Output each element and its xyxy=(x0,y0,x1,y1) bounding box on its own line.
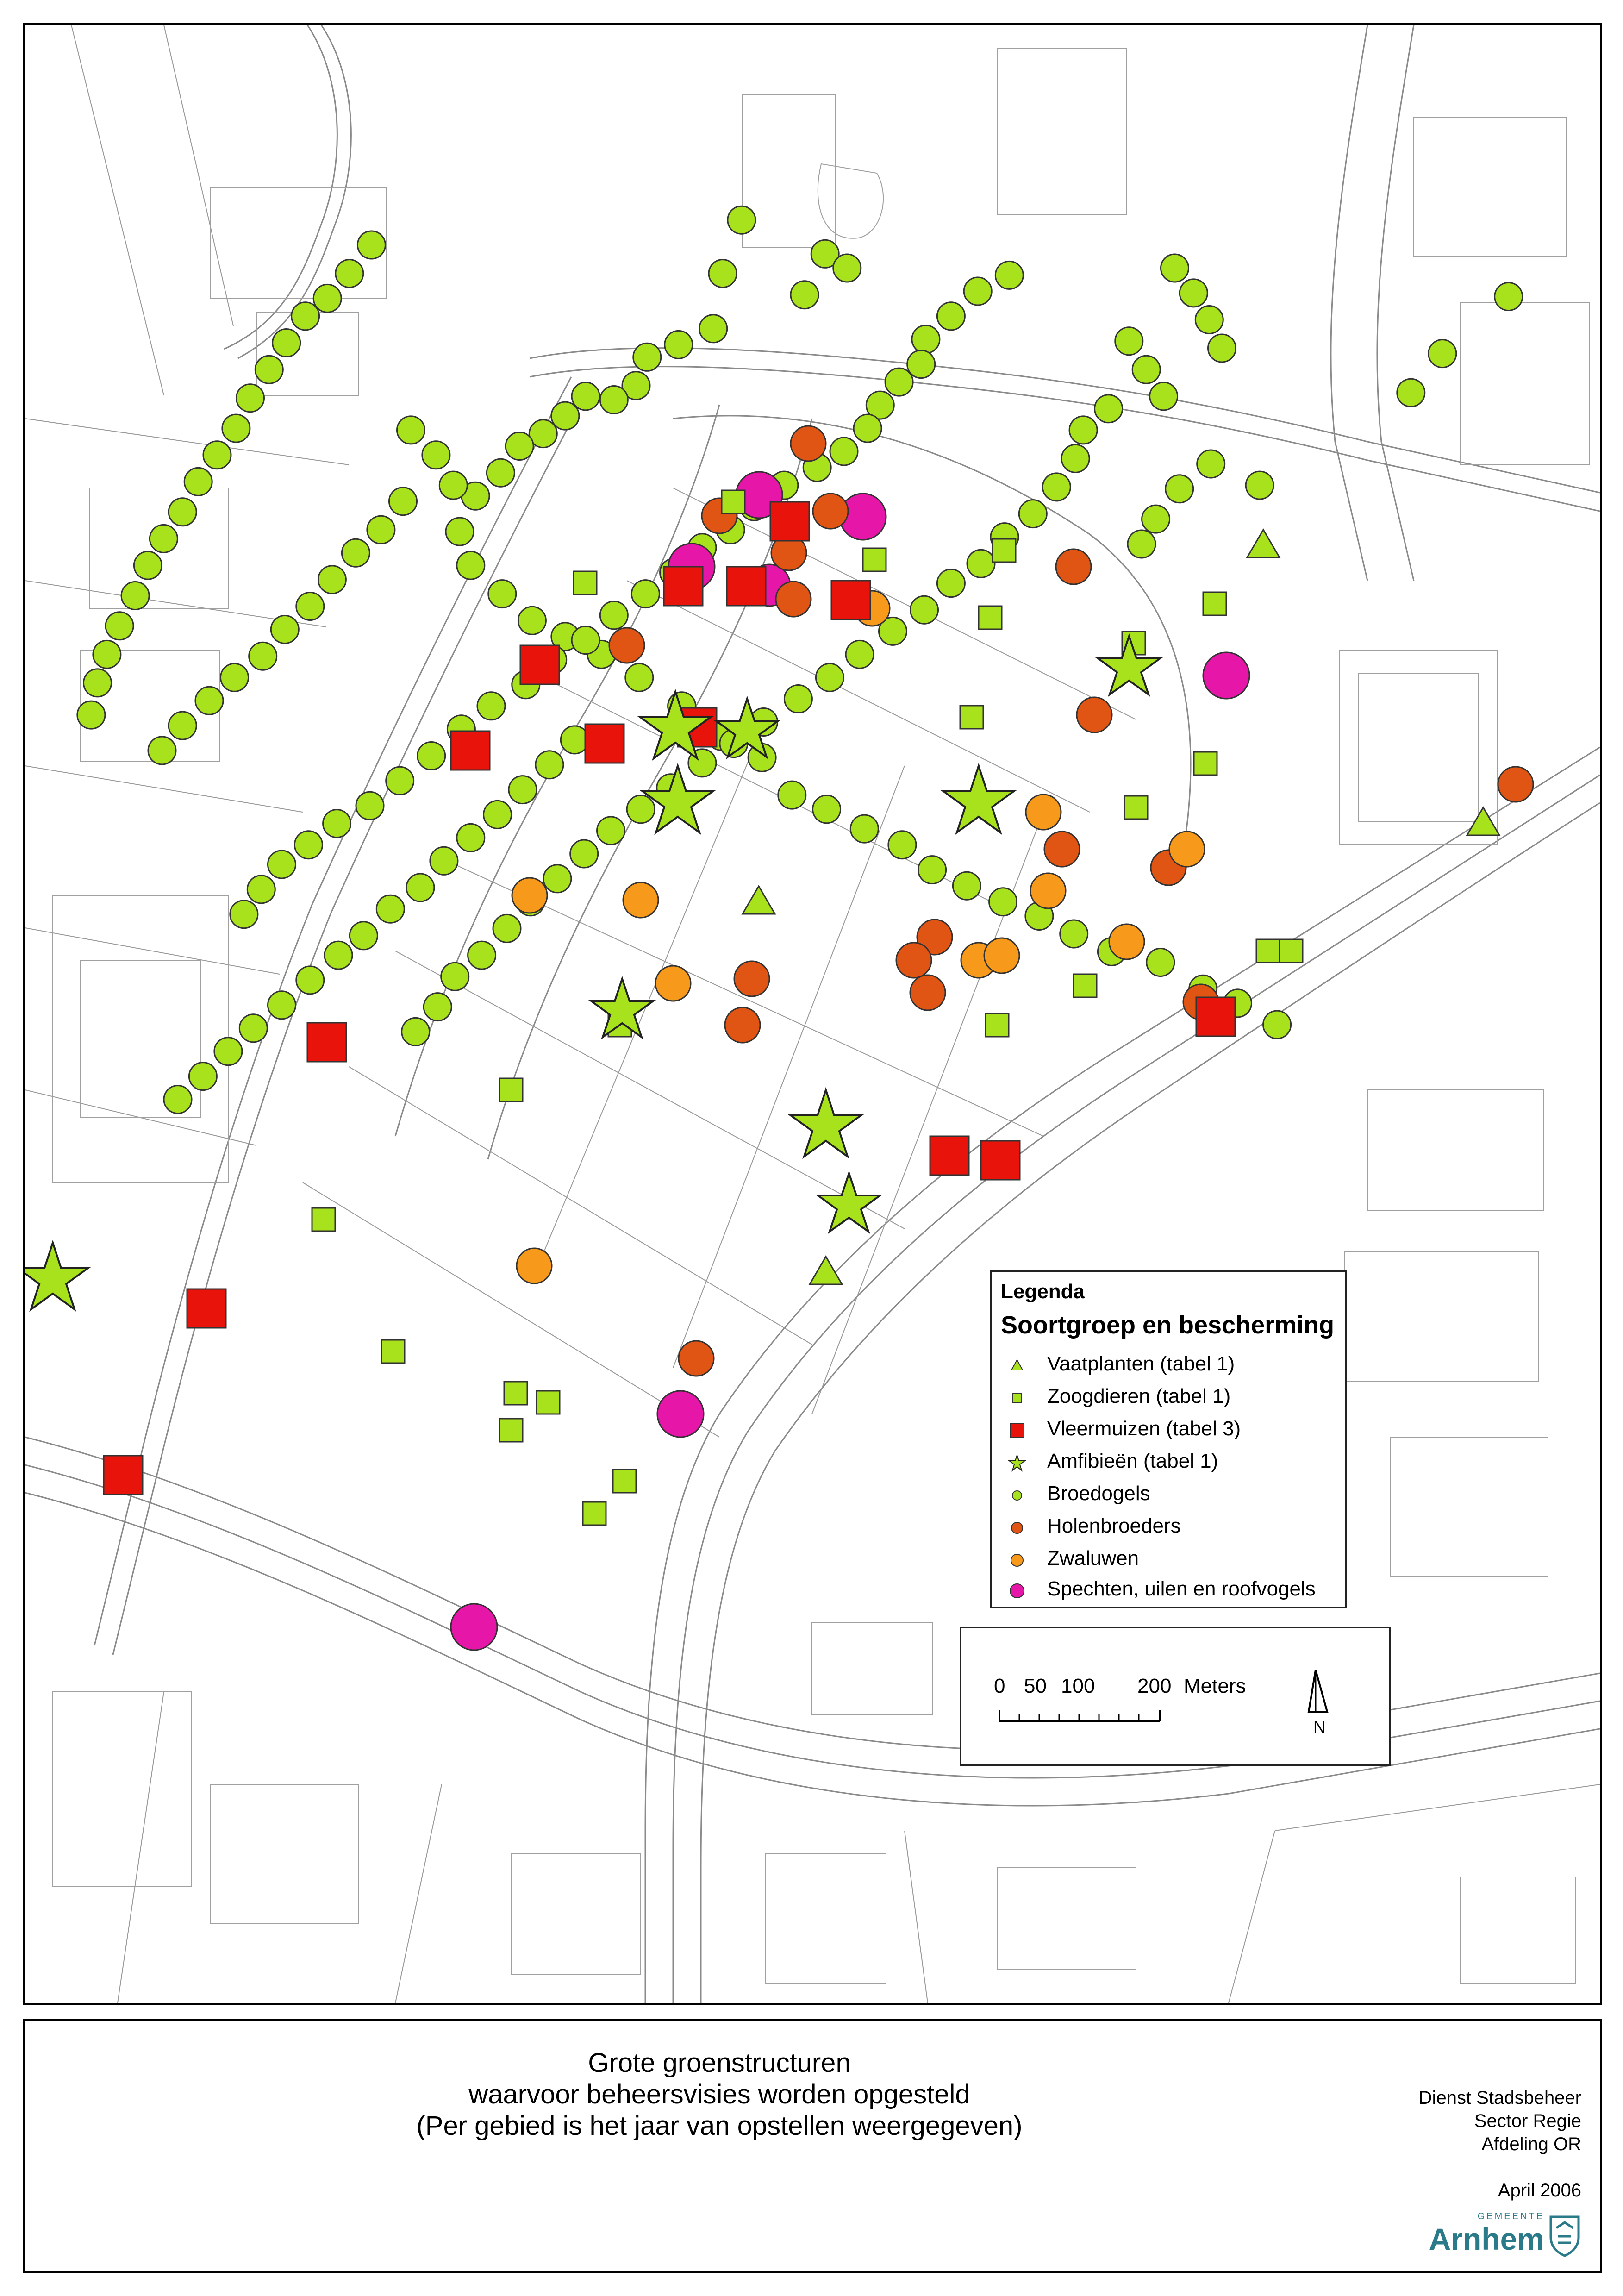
bird-marker xyxy=(543,865,571,893)
bird-marker xyxy=(93,640,121,668)
legend-item-holenbroeders xyxy=(1001,1513,1343,1543)
bird-marker xyxy=(493,914,521,942)
plant-marker xyxy=(743,886,775,914)
bird-marker xyxy=(561,726,588,754)
bird-marker xyxy=(1208,334,1236,362)
plant-marker xyxy=(1247,530,1280,557)
mammal-marker xyxy=(381,1340,405,1363)
bird-marker xyxy=(1095,395,1123,423)
bird-marker xyxy=(918,856,946,884)
bird-marker xyxy=(728,206,755,234)
bird-marker xyxy=(665,331,693,358)
bird-marker xyxy=(294,831,322,859)
bird-marker xyxy=(1147,949,1174,976)
bird-marker xyxy=(239,1014,267,1042)
bird-marker xyxy=(1061,444,1089,472)
hole-marker xyxy=(776,582,811,617)
bat-marker xyxy=(770,502,809,541)
legend-subtitle: Soortgroep en bescherming xyxy=(1001,1311,1335,1339)
bird-marker xyxy=(850,815,878,843)
swallow-marker xyxy=(1109,924,1144,959)
bird-marker xyxy=(247,876,275,903)
bird-marker xyxy=(912,325,940,353)
legend-label: Holenbroeders xyxy=(1047,1514,1181,1537)
bird-marker xyxy=(967,550,995,577)
bird-marker xyxy=(1263,1011,1291,1039)
publication-date: April 2006 xyxy=(1498,2180,1581,2201)
mammal-marker xyxy=(1280,939,1303,963)
bird-marker xyxy=(296,966,324,994)
bat-marker xyxy=(451,731,490,770)
map-title-line-1: Grote groenstructuren xyxy=(588,2048,851,2078)
hole-marker xyxy=(791,426,826,461)
bird-marker xyxy=(506,432,533,460)
legend-item-zoogdieren xyxy=(1001,1383,1343,1414)
mammal-marker xyxy=(583,1502,606,1525)
scale-tick-label: 50 xyxy=(1024,1675,1047,1697)
mammal-marker xyxy=(1124,796,1148,819)
legend-item-zwaluwen xyxy=(1001,1545,1343,1576)
hole-marker xyxy=(734,961,769,996)
bird-marker xyxy=(292,302,319,330)
swallow-marker xyxy=(1169,832,1205,867)
map-title-line-3: (Per gebied is het jaar van opstellen weergegeven) xyxy=(416,2111,1023,2141)
department-line-2: Sector Regie xyxy=(1474,2111,1581,2131)
bird-marker xyxy=(389,488,417,515)
bird-marker xyxy=(441,963,469,990)
bat-marker xyxy=(930,1136,969,1175)
bird-marker xyxy=(221,663,249,691)
circle-small-icon xyxy=(1005,1484,1029,1507)
bird-marker xyxy=(273,329,300,357)
hole-marker xyxy=(609,628,644,663)
bird-marker xyxy=(518,607,546,634)
scale-panel xyxy=(960,1627,1391,1766)
bird-marker xyxy=(268,851,296,878)
raptor-marker xyxy=(657,1391,704,1437)
hole-marker xyxy=(679,1341,714,1376)
bird-marker xyxy=(1246,471,1273,499)
bird-marker xyxy=(402,1018,430,1045)
department-line-3: Afdeling OR xyxy=(1481,2134,1581,2154)
bird-marker xyxy=(1042,473,1070,501)
bird-marker xyxy=(477,692,505,720)
mammal-marker xyxy=(537,1391,560,1414)
bird-marker xyxy=(121,582,149,610)
legend-label: Zoogdieren (tabel 1) xyxy=(1047,1385,1231,1408)
bird-marker xyxy=(833,254,861,282)
bird-marker xyxy=(1069,416,1097,444)
bird-marker xyxy=(600,601,628,629)
circle-icon xyxy=(1005,1549,1029,1572)
legend-item-amfibieen xyxy=(1001,1448,1343,1478)
legend-title: Legenda xyxy=(1001,1280,1085,1303)
bat-marker xyxy=(187,1289,226,1328)
bat-marker xyxy=(1196,997,1235,1036)
bird-marker xyxy=(184,468,212,495)
bird-marker xyxy=(430,847,458,875)
hole-marker xyxy=(1056,549,1091,584)
scale-bar xyxy=(999,1707,1161,1726)
hole-marker xyxy=(1077,697,1112,732)
bird-marker xyxy=(631,580,659,608)
bird-marker xyxy=(406,874,434,901)
bird-marker xyxy=(964,277,992,305)
bird-marker xyxy=(268,991,296,1019)
bird-marker xyxy=(816,663,843,691)
bird-marker xyxy=(134,551,162,579)
triangle-icon xyxy=(1005,1354,1029,1377)
mammal-marker xyxy=(993,539,1016,562)
bird-marker xyxy=(953,872,980,900)
circle-icon xyxy=(1005,1516,1029,1539)
bird-marker xyxy=(699,315,727,343)
bird-marker xyxy=(937,302,965,330)
mammal-marker xyxy=(613,1470,636,1493)
bird-marker xyxy=(386,767,414,795)
bat-marker xyxy=(981,1141,1020,1180)
municipality-logo xyxy=(1396,2209,1581,2260)
hole-marker xyxy=(1044,832,1080,867)
mammal-marker xyxy=(499,1419,523,1442)
bird-marker xyxy=(296,593,324,620)
bird-marker xyxy=(255,356,283,383)
swallow-marker xyxy=(623,882,658,918)
bird-marker xyxy=(249,642,277,670)
bird-marker xyxy=(937,569,965,597)
bird-marker xyxy=(457,824,485,851)
mammal-marker xyxy=(1074,974,1097,997)
bat-marker xyxy=(104,1456,143,1495)
bird-marker xyxy=(597,817,625,845)
bird-marker xyxy=(627,795,655,823)
legend-item-spechten xyxy=(1001,1576,1343,1606)
legend-label: Zwaluwen xyxy=(1047,1547,1139,1570)
bird-marker xyxy=(784,685,812,713)
bat-marker xyxy=(520,645,559,684)
bat-marker xyxy=(727,567,766,606)
bird-marker xyxy=(551,402,579,430)
bird-marker xyxy=(214,1038,242,1065)
bird-marker xyxy=(1166,475,1193,503)
bird-marker xyxy=(356,792,384,820)
bird-marker xyxy=(1060,920,1088,948)
bird-marker xyxy=(1019,500,1047,528)
bird-marker xyxy=(846,640,874,668)
amphibian-marker xyxy=(640,692,711,758)
bird-marker xyxy=(570,840,598,868)
bird-marker xyxy=(1197,450,1225,478)
bird-marker xyxy=(169,712,196,739)
bird-marker xyxy=(1115,327,1143,355)
observation-points xyxy=(77,206,1523,1113)
mammal-marker xyxy=(499,1078,523,1101)
amphibian-marker xyxy=(791,1090,861,1157)
department-line-1: Dienst Stadsbeheer xyxy=(1418,2088,1581,2108)
bird-marker xyxy=(164,1086,192,1114)
bird-marker xyxy=(600,386,628,414)
mammal-marker xyxy=(574,571,597,594)
hole-marker xyxy=(1498,767,1533,802)
bird-marker xyxy=(237,384,264,412)
bird-marker xyxy=(222,414,250,442)
mammal-marker xyxy=(863,548,886,571)
bird-marker xyxy=(457,551,485,579)
mammal-marker xyxy=(722,490,745,513)
legend-label: Vaatplanten (tabel 1) xyxy=(1047,1352,1235,1375)
bird-marker xyxy=(995,261,1023,289)
bird-marker xyxy=(989,888,1017,916)
logo-word: Arnhem xyxy=(1429,2222,1544,2256)
bird-marker xyxy=(230,901,258,928)
bird-marker xyxy=(195,687,223,714)
swallow-marker xyxy=(1030,873,1066,908)
bat-marker xyxy=(831,581,870,619)
star-icon xyxy=(1005,1451,1029,1475)
scale-unit: Meters xyxy=(1184,1675,1246,1697)
bird-marker xyxy=(888,831,916,859)
bird-marker xyxy=(150,525,177,552)
bird-marker xyxy=(854,414,881,442)
bird-marker xyxy=(487,459,514,487)
raptor-marker xyxy=(1203,652,1249,699)
circle-icon xyxy=(1005,1579,1029,1602)
bird-marker xyxy=(203,441,231,469)
bird-marker xyxy=(911,596,938,624)
bird-marker xyxy=(1161,254,1189,282)
legend-panel xyxy=(990,1270,1347,1608)
swallow-marker xyxy=(984,938,1019,973)
hole-marker xyxy=(896,943,931,978)
bird-marker xyxy=(625,663,653,691)
mammal-marker xyxy=(504,1382,527,1405)
bat-marker xyxy=(585,724,624,763)
mammal-marker xyxy=(1256,939,1280,963)
bird-marker xyxy=(488,580,516,608)
bird-marker xyxy=(397,416,425,444)
bird-marker xyxy=(376,895,404,923)
bird-marker xyxy=(424,993,451,1021)
amphibian-marker xyxy=(943,766,1014,832)
legend-label: Vleermuizen (tabel 3) xyxy=(1047,1417,1241,1440)
bird-marker xyxy=(633,343,661,371)
map-title-line-2: waarvoor beheersvisies worden opgesteld xyxy=(468,2079,970,2109)
bird-marker xyxy=(357,231,385,259)
scale-tick-label: 0 xyxy=(994,1675,1005,1697)
legend-item-vaatplanten xyxy=(1001,1351,1343,1381)
bird-marker xyxy=(1429,340,1456,368)
bird-marker xyxy=(323,810,351,838)
hole-marker xyxy=(910,975,945,1010)
square-icon xyxy=(1005,1419,1029,1442)
amphibian-marker xyxy=(818,1173,880,1232)
hole-marker xyxy=(725,1007,760,1043)
legend-label: Amfibieën (tabel 1) xyxy=(1047,1450,1218,1472)
bird-marker xyxy=(791,281,818,309)
bird-marker xyxy=(271,616,299,644)
north-label: N xyxy=(1313,1717,1325,1736)
bird-marker xyxy=(536,751,563,779)
bird-marker xyxy=(446,518,474,545)
mammal-marker xyxy=(979,606,1002,629)
bird-marker xyxy=(1180,279,1207,307)
bird-marker xyxy=(84,669,112,697)
mammal-marker xyxy=(1203,592,1226,615)
bird-marker xyxy=(318,566,346,594)
bird-marker xyxy=(813,795,841,823)
legend-item-vleermuizen xyxy=(1001,1415,1343,1446)
square-small-icon xyxy=(1005,1387,1029,1410)
swallow-marker xyxy=(512,878,547,913)
bird-marker xyxy=(367,516,395,544)
bird-marker xyxy=(418,742,445,770)
bird-marker xyxy=(1132,356,1160,383)
bird-marker xyxy=(189,1063,217,1090)
logo-small-text: GEMEENTE xyxy=(1477,2211,1544,2221)
bird-marker xyxy=(313,284,341,312)
legend-label: Broedogels xyxy=(1047,1482,1150,1505)
mammal-marker xyxy=(1194,752,1217,775)
bird-marker xyxy=(1142,505,1170,533)
bird-marker xyxy=(439,471,467,499)
bird-marker xyxy=(350,922,377,950)
bird-marker xyxy=(148,737,176,764)
amphibian-marker xyxy=(1098,636,1160,694)
bird-marker xyxy=(77,701,105,729)
bird-marker xyxy=(885,368,913,396)
bird-marker xyxy=(1397,379,1425,407)
bird-marker xyxy=(1128,530,1155,558)
bird-marker xyxy=(342,539,369,567)
bird-marker xyxy=(468,941,496,969)
hole-marker xyxy=(813,494,848,529)
legend-item-broedogels xyxy=(1001,1480,1343,1511)
legend-label: Spechten, uilen en roofvogels xyxy=(1047,1577,1316,1600)
mammal-marker xyxy=(312,1208,335,1231)
mammal-marker xyxy=(986,1013,1009,1037)
bird-marker xyxy=(778,781,806,809)
scale-tick-label: 100 xyxy=(1061,1675,1095,1697)
bird-marker xyxy=(907,350,935,378)
bat-marker xyxy=(664,567,703,606)
bird-marker xyxy=(106,612,133,640)
north-arrow-icon xyxy=(1295,1665,1341,1739)
bird-marker xyxy=(1195,306,1223,334)
bird-marker xyxy=(509,776,537,804)
amphibian-marker xyxy=(25,1243,88,1309)
bird-marker xyxy=(572,626,599,654)
raptor-marker xyxy=(451,1604,497,1650)
bird-marker xyxy=(709,260,737,288)
bird-marker xyxy=(422,441,450,469)
swallow-marker xyxy=(517,1248,552,1283)
crest-icon xyxy=(1548,2214,1581,2257)
bat-marker xyxy=(307,1023,346,1062)
bird-marker xyxy=(484,801,512,828)
scale-tick-label: 200 xyxy=(1137,1675,1172,1697)
bird-marker xyxy=(169,498,196,526)
mammal-marker xyxy=(960,706,983,729)
swallow-marker xyxy=(1026,795,1061,830)
bird-marker xyxy=(1150,382,1178,410)
bird-marker xyxy=(1495,283,1523,311)
title-block xyxy=(23,2019,1602,2273)
bird-marker xyxy=(830,438,858,465)
bird-marker xyxy=(336,260,363,288)
swallow-marker xyxy=(655,966,691,1001)
bird-marker xyxy=(325,941,352,969)
map-frame xyxy=(23,23,1602,2005)
